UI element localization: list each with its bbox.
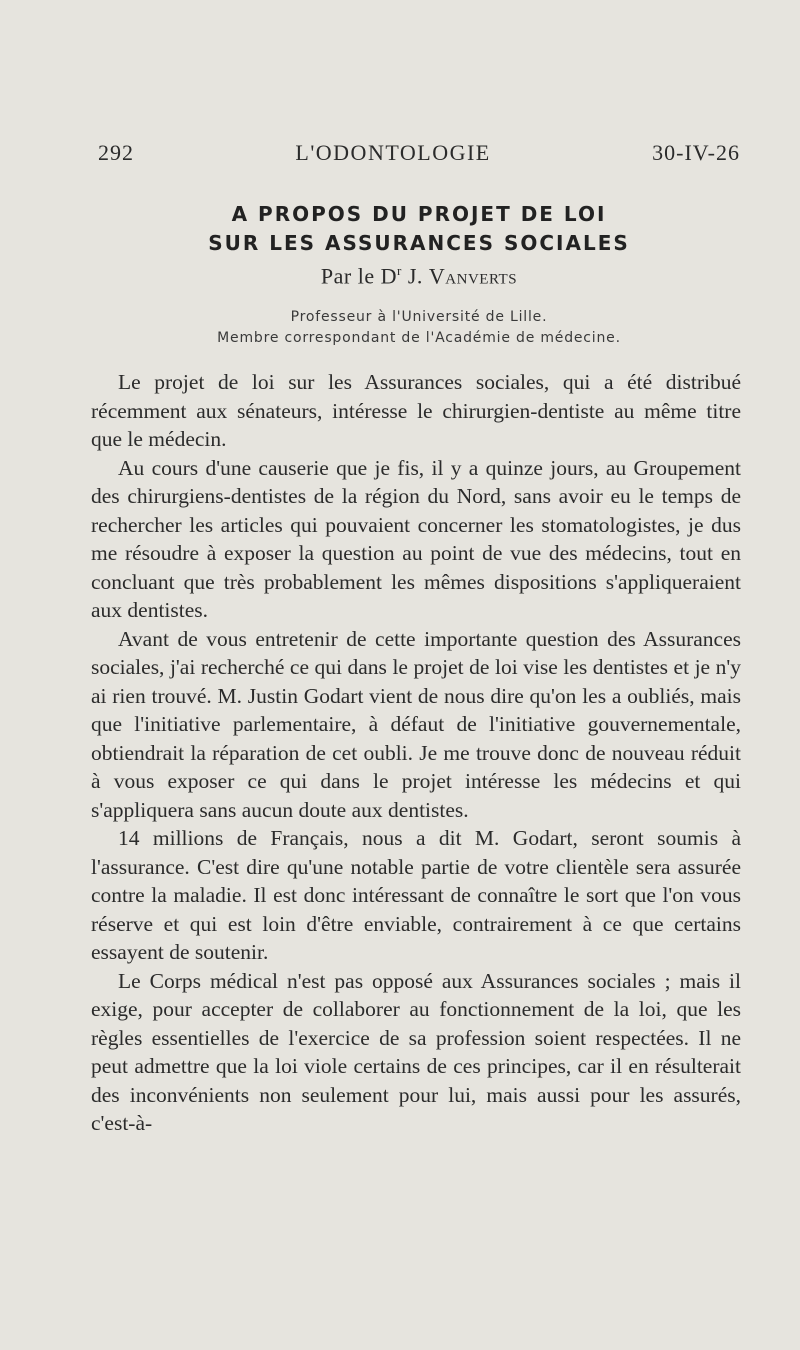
- author-surname: Vanverts: [428, 263, 518, 289]
- article-title-line-2: SUR LES ASSURANCES SOCIALES: [208, 231, 630, 255]
- paragraph-5: Le Corps médical n'est pas opposé aux Assurances sociales ; mais il exige, pour accepter de collaborer au fonctionnement de la loi, que les règles essentielles de l'exercice de sa profession soient respectées. Il ne peut admettre que la loi viole certains de ces principes, car il en résulterait des inconvénients non seulement pour lui, mais aussi pour les assurés, c'est-à-: [91, 968, 741, 1135]
- paragraph-2: Au cours d'une causerie que je fis, il y a quinze jours, au Groupement des chirurgiens-dentistes de la région du Nord, sans avoir eu le temps de rechercher les articles qui pouvaient concerner les stomatologistes, je dus me résoudre à exposer la question au point de vue des médecins, tout en concluant que très probablement les mêmes dispositions s'appliqueraient aux dentistes.: [91, 455, 741, 622]
- issue-date: 30-IV-26: [652, 140, 740, 165]
- paragraph-1: Le projet de loi sur les Assurances sociales, qui a été distribué récemment aux sénateurs, intéresse le chirurgien-dentiste au même titre que le médecin.: [91, 370, 741, 451]
- paragraph-3: Avant de vous entretenir de cette importante question des Assurances sociales, j'ai recherché ce qui dans le projet de loi vise les dentistes et je n'y ai rien trouvé. M. Justin Godart vient de nous dire qu'on les a oubliés, mais que l'initiative parlementaire, à défaut de l'initiative gouvernementale, obtiendrait la réparation de cet oubli. Je me trouve donc de nouveau réduit à vous exposer ce qui dans le projet intéresse les médecins et qui s'appliquera sans aucun doute aux dentistes.: [91, 626, 741, 822]
- paragraph-4: 14 millions de Français, nous a dit M. Godart, seront soumis à l'assurance. C'est dire qu'une notable partie de votre clientèle sera assurée contre la maladie. Il est donc intéressant de connaître le sort que l'on vous réserve et qui est loin d'être enviable, contrairement à ce que certains essayent de soutenir.: [91, 826, 741, 964]
- byline-superscript: r: [397, 263, 402, 278]
- running-header: [98, 140, 740, 166]
- article-body: [91, 368, 741, 1138]
- byline: [98, 263, 740, 289]
- article-title-line-1: A PROPOS DU PROJET DE LOI: [231, 202, 607, 226]
- byline-prefix: Par le D: [320, 263, 397, 289]
- author-affiliation: [98, 307, 740, 349]
- affiliation-line-2: Membre correspondant de l'Académie de médecine.: [217, 330, 621, 346]
- affiliation-line-1: Professeur à l'Université de Lille.: [290, 309, 548, 325]
- article-title: [98, 200, 740, 258]
- page-number: 292: [98, 140, 134, 165]
- journal-title: L'ODONTOLOGIE: [295, 140, 491, 165]
- author-initial: J.: [407, 263, 423, 289]
